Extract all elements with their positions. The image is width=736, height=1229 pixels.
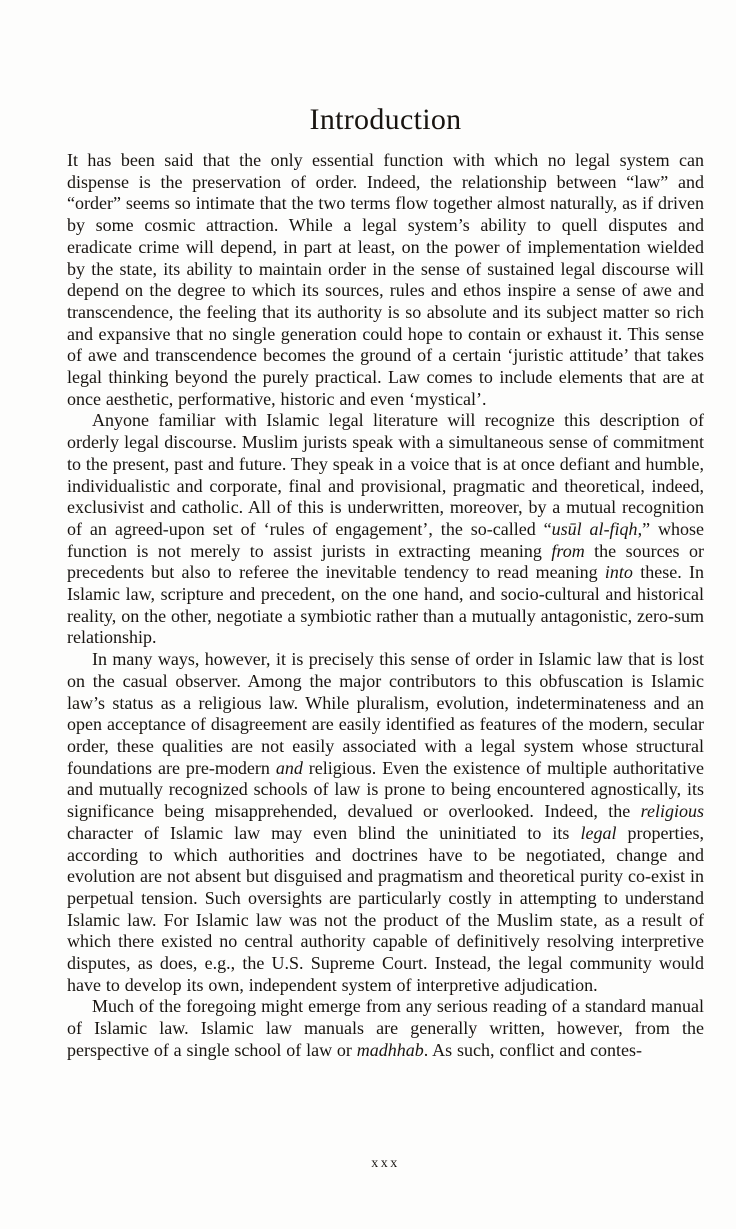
italic-run: madhhab [356,1039,424,1060]
text-run: . As such, conflict and contes- [423,1039,643,1060]
italic-run: into [604,562,633,583]
text-run: character of Islamic law may even blind the uninitiated to its [67,822,581,843]
italic-run: usūl al-fiqh [551,518,638,539]
italic-run: from [551,540,585,561]
text-run: properties, according to which authorities and doctrines have to be negotiated, change and evolution are not absent but disguised and pragmatism and theoretical purity co-exist in perpetual tension. Such oversights are particularly costly in attempting to understand Islamic law. For Islamic law was not the product of the Muslim state, as a result of which there existed no central authority capable of definitively resolving interpretive disputes, as does, e.g., the U.S. Supreme Court. Instead, the legal community would have to develop its own, independent system of interpretive adjudication. [67,822,704,995]
body-text [67,150,704,1062]
page-content [67,103,704,1062]
paragraph [67,410,704,649]
text-run: ,” whose function is not merely to assist jurists in extracting meaning [67,518,704,561]
paragraph [67,996,704,1061]
italic-run: legal [580,822,617,843]
italic-run: and [275,757,303,778]
italic-run: religious [640,801,704,822]
text-run: these. In Islamic law, scripture and precedent, on the one hand, and socio-cultural and historical reality, on the other, negotiate a symbiotic rather than a mutually antagonistic, zero-sum relationship. [67,562,704,648]
paragraph [67,150,704,410]
text-run: the sources or precedents but also to referee the inevitable tendency to read meaning [67,540,704,583]
text-run: In many ways, however, it is precisely this sense of order in Islamic law that is lost on the casual observer. Among the major contributors to this obfuscation is Islamic law’s status as a religious law. While pluralism, evolution, indeterminateness and an open acceptance of disagreement are easily identified as features of the modern, secular order, these qualities are not easily associated with a legal system whose structural foundations are pre-modern [67,649,704,778]
chapter-title: Introduction [309,103,462,136]
paragraph [67,649,704,996]
text-run: Much of the foregoing might emerge from any serious reading of a standard manual of Islamic law. Islamic law manuals are generally written, however, from the perspective of a single school of law or [67,996,704,1060]
text-run: religious. Even the existence of multiple authoritative and mutually recognized schools of law is prone to being encountered agnostically, its significance being misapprehended, devalued or overlooked. Indeed, the [67,757,705,822]
page-number: xxx [371,1156,400,1171]
text-run: It has been said that the only essential function with which no legal system can dispense is the preservation of order. Indeed, the relationship between “law” and “order” seems so intimate that the two terms flow together almost naturally, as if driven by some cosmic attraction. While a legal system’s ability to quell disputes and eradicate crime will depend, in part at least, on the power of implementation wielded by the state, its ability to maintain order in the sense of sustained legal discourse will depend on the degree to which its sources, rules and ethos inspire a sense of awe and transcendence, the feeling that its authority is so absolute and its subject matter so rich and expansive that no single generation could hope to contain or exhaust it. This sense of awe and transcendence becomes the ground of a certain ‘juristic attitude’ that takes legal thinking beyond the purely practical. Law comes to include elements that are at once aesthetic, performative, historic and even ‘mystical’. [67,150,704,409]
text-run: Anyone familiar with Islamic legal literature will recognize this description of orderly legal discourse. Muslim jurists speak with a simultaneous sense of commitment to the present, past and future. They speak in a voice that is at once defiant and humble, individualistic and corporate, final and provisional, pragmatic and theoretical, indeed, exclusivist and catholic. All of this is underwritten, moreover, by a mutual recognition of an agreed-upon set of ‘rules of engagement’, the so-called “ [67,410,704,539]
